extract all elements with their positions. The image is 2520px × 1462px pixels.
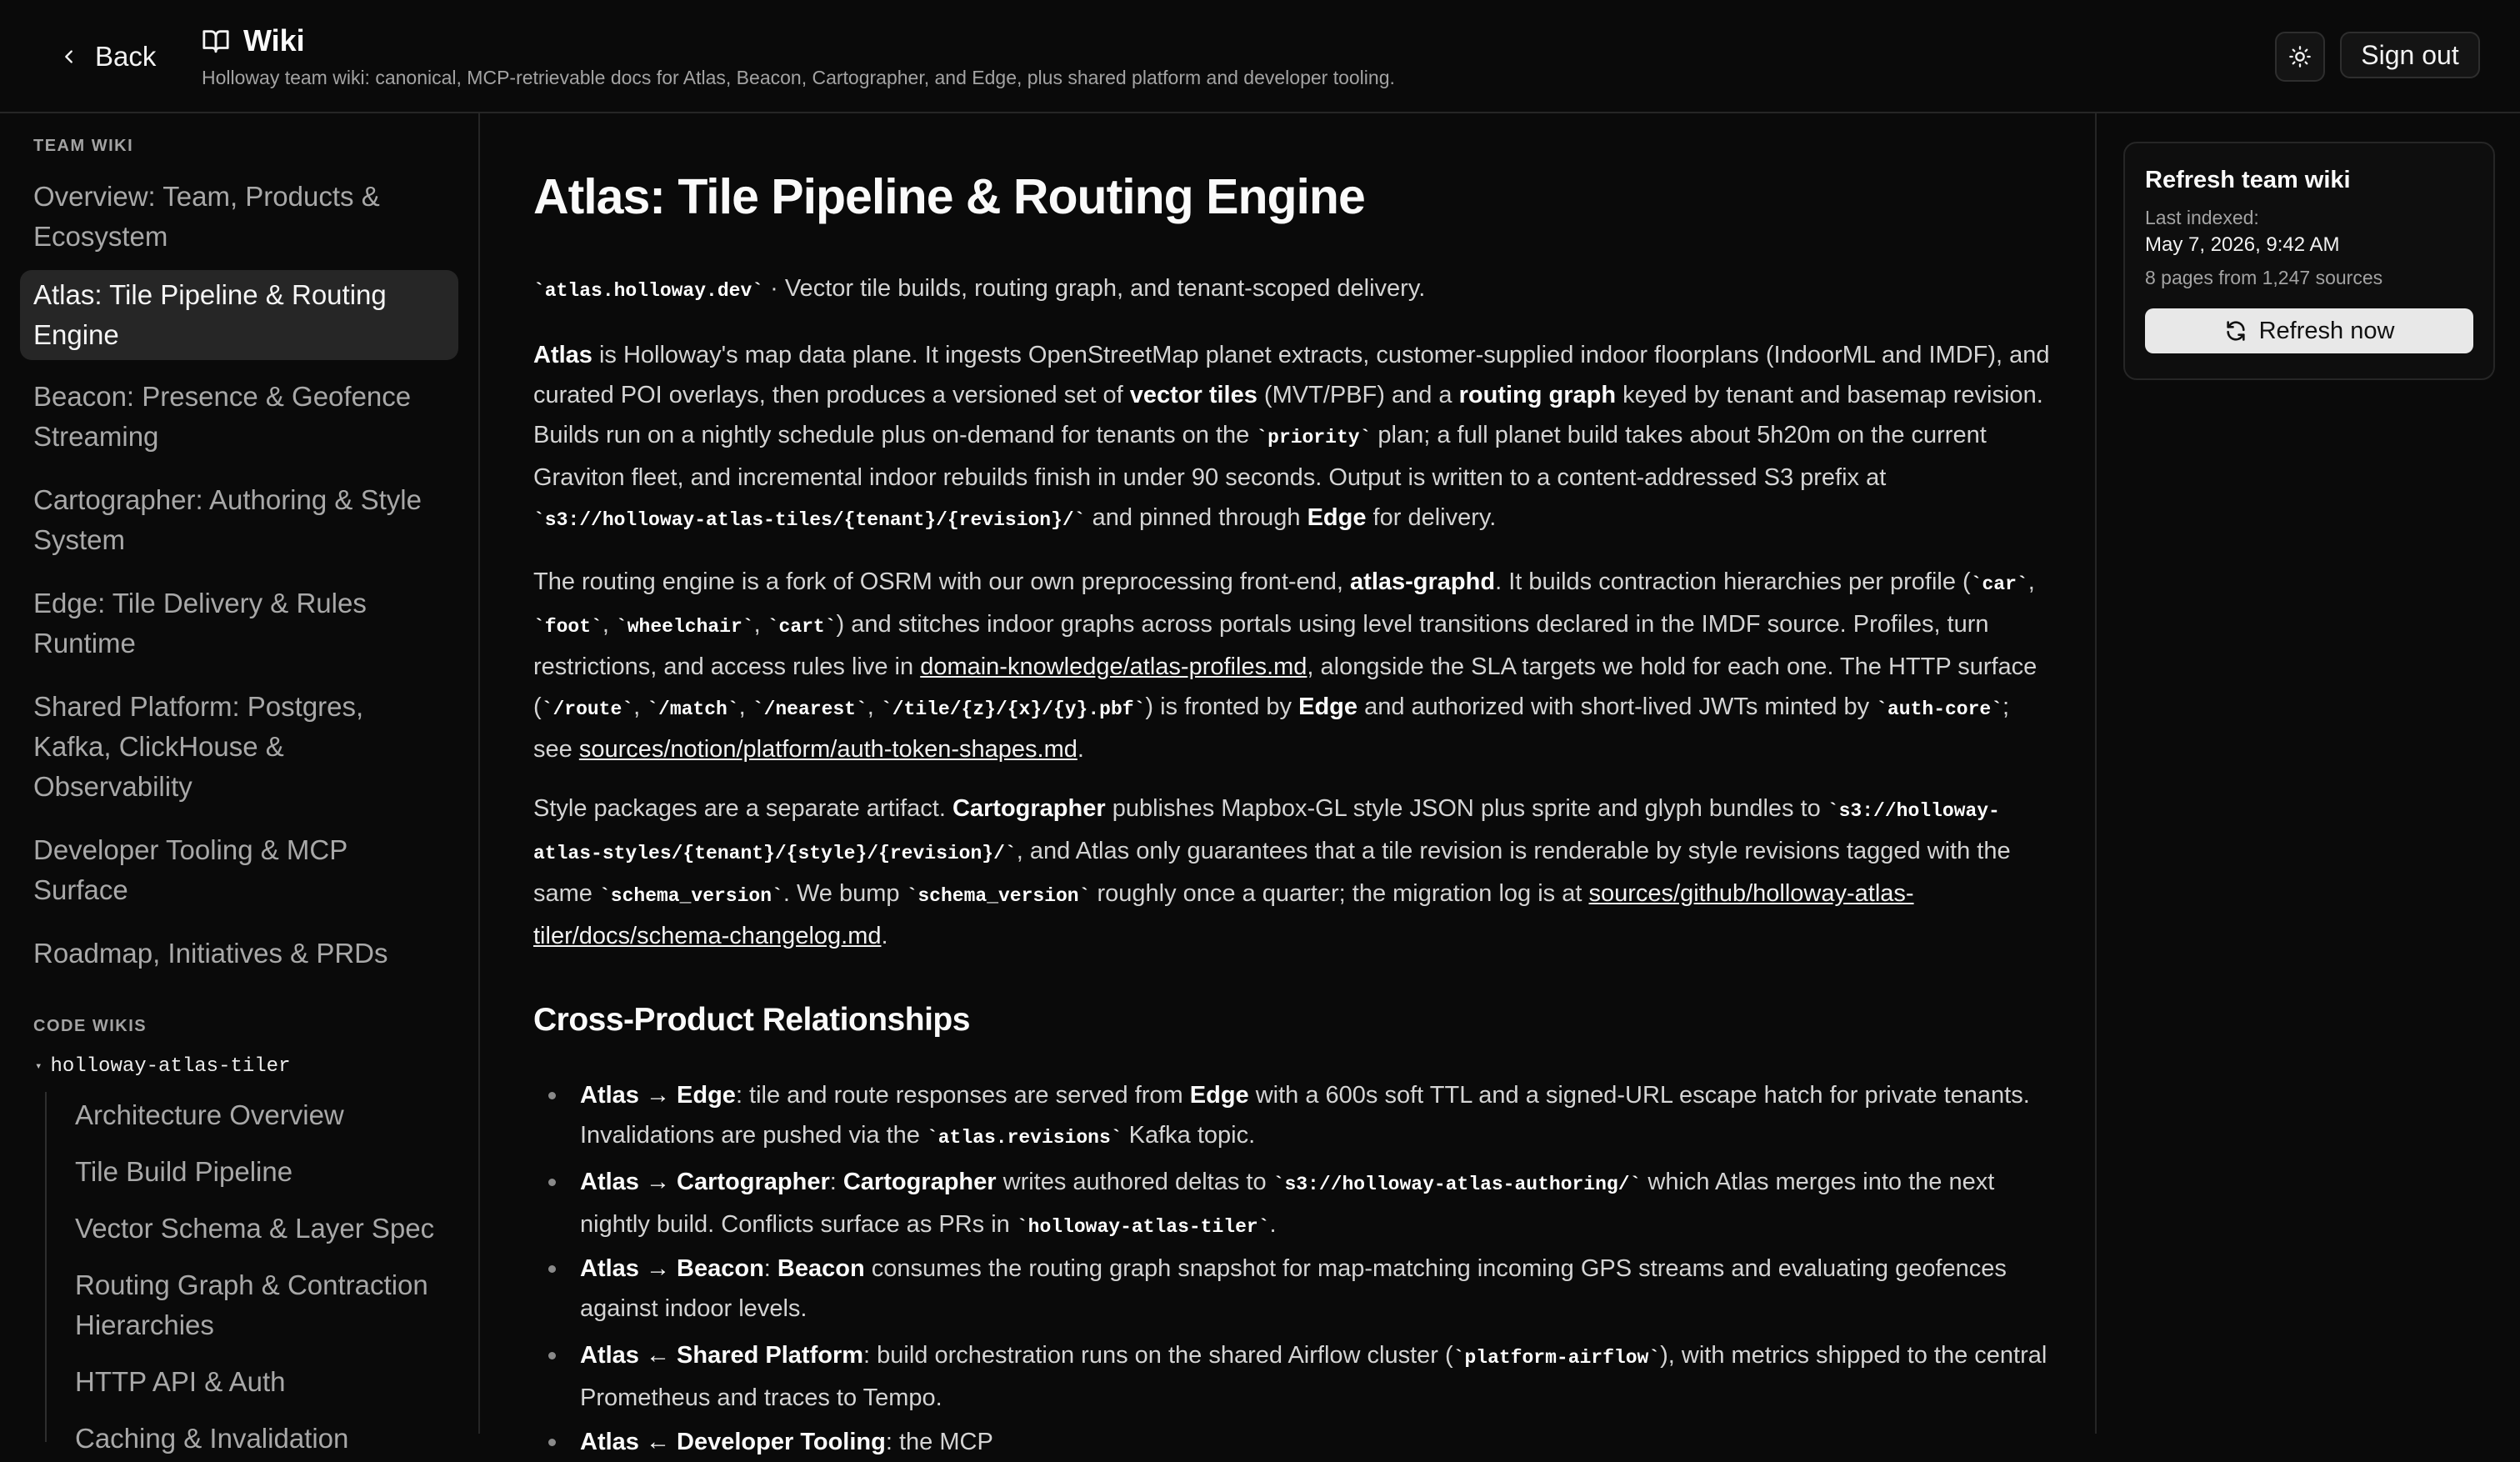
bold-text: Edge	[1307, 504, 1367, 531]
inline-code: `s3://holloway-atlas-tiles/{tenant}/{revision}/`	[533, 509, 1086, 531]
last-indexed-value: May 7, 2026, 9:42 AM	[2145, 233, 2340, 256]
repo-item-vector-schema[interactable]: Vector Schema & Layer Spec	[75, 1213, 435, 1244]
inline-code: `s3://holloway-atlas-authoring/`	[1272, 1174, 1642, 1195]
caret-down-icon: ▾	[35, 1060, 42, 1074]
repo-item-http-api[interactable]: HTTP API & Auth	[75, 1366, 286, 1397]
text: roughly once a quarter; the migration log is at	[1090, 880, 1589, 907]
sidebar-item-beacon[interactable]: Beacon: Presence & Geofence Streaming	[33, 381, 412, 452]
text: ), with metrics shipped to the central Prometheus and traces to Tempo.	[580, 1342, 2048, 1411]
text: : tile and route responses are served from	[735, 1082, 1190, 1109]
bold-text: Atlas → Cartographer	[580, 1169, 830, 1195]
refresh-cw-icon	[2224, 319, 2248, 343]
repo-item-tile-build[interactable]: Tile Build Pipeline	[75, 1156, 293, 1187]
source-count: 8 pages from 1,247 sources	[2145, 267, 2383, 288]
text: is Holloway's map data plane. It ingests OpenStreetMap planet extracts, customer-supplied indoor floorplans (IndoorML and IMDF), and curated POI overlays, then produces a versioned set of	[533, 342, 2050, 408]
text: :	[763, 1255, 778, 1282]
page-title: Wiki	[243, 23, 305, 58]
sidebar-item-cartographer[interactable]: Cartographer: Authoring & Style System	[33, 484, 422, 555]
bold-text: Atlas	[533, 342, 592, 368]
paragraph-overview	[533, 335, 2050, 540]
refresh-card-title: Refresh team wiki	[2145, 167, 2351, 193]
main-content	[480, 113, 2095, 1455]
text: :	[829, 1169, 843, 1195]
text: .	[1077, 736, 1084, 763]
text: (MVT/PBF) and a	[1257, 382, 1459, 408]
text: ,	[867, 693, 881, 720]
link-schema-changelog[interactable]: sources/github/holloway-atlas-tiler/docs/schema-changelog.md	[533, 880, 1914, 949]
repo-item-architecture[interactable]: Architecture Overview	[75, 1099, 344, 1130]
bold-text: routing graph	[1458, 382, 1617, 408]
wiki-title-row	[202, 23, 305, 58]
bold-text: Cartographer	[842, 1169, 997, 1195]
sign-out-button[interactable]: Sign out	[2340, 32, 2480, 78]
text: Kafka topic.	[1122, 1122, 1256, 1149]
sidebar-item-roadmap[interactable]: Roadmap, Initiatives & PRDs	[33, 938, 388, 969]
inline-code: `foot`	[533, 616, 602, 638]
text: The routing engine is a fork of OSRM with our own preprocessing front-end,	[533, 568, 1351, 595]
last-indexed-label: Last indexed:	[2145, 207, 2259, 228]
inline-code: `schema_version`	[906, 885, 1091, 907]
bold-text: Atlas ← Developer Tooling	[580, 1429, 886, 1455]
bold-text: Atlas ← Shared Platform	[580, 1342, 864, 1369]
repo-name: holloway-atlas-tiler	[50, 1055, 291, 1078]
repo-item-routing-graph[interactable]: Routing Graph & Contraction Hierarchies	[75, 1269, 428, 1340]
chevron-left-icon	[60, 48, 78, 66]
inline-code: `cart`	[767, 616, 837, 638]
inline-code: `s3://holloway-atlas-styles/{tenant}/{style}/{revision}/`	[533, 800, 2000, 864]
inline-code: `holloway-atlas-tiler`	[1016, 1216, 1270, 1238]
text: .	[881, 923, 888, 949]
list-item	[580, 1335, 2063, 1418]
text: consumes the routing graph snapshot for map-matching incoming GPS streams and evaluating geofences against indoor levels.	[580, 1255, 2007, 1322]
refresh-card	[2123, 142, 2495, 380]
inline-code: `/route`	[541, 698, 634, 720]
text: and pinned through	[1085, 504, 1308, 531]
inline-code: `/nearest`	[752, 698, 868, 720]
right-panel	[2095, 113, 2520, 1434]
text: , and Atlas only guarantees that a tile revision is renderable by style revisions tagged with the same	[533, 838, 2011, 907]
text: . We bump	[782, 880, 907, 907]
paragraph-styles	[533, 789, 2050, 956]
text: .	[1269, 1211, 1277, 1238]
text: ) is fronted by	[1145, 693, 1299, 720]
text: ,	[633, 693, 648, 720]
theme-toggle-button[interactable]	[2275, 32, 2325, 82]
repo-item-caching[interactable]: Caching & Invalidation	[75, 1423, 349, 1454]
inline-code: `wheelchair`	[615, 616, 754, 638]
sidebar	[0, 113, 480, 1454]
text: ,	[738, 693, 752, 720]
section-heading: Cross-Product Relationships	[533, 1002, 970, 1038]
text: . It builds contraction hierarchies per profile (	[1495, 568, 1971, 595]
inline-code: `/match`	[647, 698, 739, 720]
team-wiki-section-label: TEAM WIKI	[33, 137, 134, 155]
text: ) and stitches indoor graphs across portals using level transitions declared in the IMDF source. Profiles, turn restrictions, and access rules live in	[533, 611, 1989, 680]
text: keyed by tenant and basemap revision. Builds run on a nightly schedule plus on-demand for tenants on the	[533, 382, 2043, 448]
bold-text: Atlas → Edge	[580, 1082, 736, 1109]
text: which Atlas merges into the next nightly build. Conflicts surface as PRs in	[580, 1169, 1995, 1238]
text: with a 600s soft TTL and a signed-URL escape hatch for private tenants. Invalidations are pushed via the	[580, 1082, 2030, 1149]
text: plan; a full planet build takes about 5h20m on the current Graviton fleet, and incremental indoor rebuilds finish in under 90 seconds. Output is written to a content-addressed S3 prefix at	[533, 422, 1987, 491]
link-atlas-profiles[interactable]: domain-knowledge/atlas-profiles.md	[920, 653, 1308, 680]
text: ,	[753, 611, 768, 638]
sidebar-item-overview[interactable]: Overview: Team, Products & Ecosystem	[33, 181, 380, 252]
back-button[interactable]	[60, 37, 156, 77]
bold-text: Cartographer	[952, 795, 1106, 822]
paragraph-routing	[533, 562, 2050, 769]
text: Style packages are a separate artifact.	[533, 795, 952, 822]
text: , alongside the SLA targets we hold for each one. The HTTP surface (	[533, 653, 2038, 720]
link-auth-token-shapes[interactable]: sources/notion/platform/auth-token-shapes.md	[578, 736, 1078, 763]
inline-code: `/tile/{z}/{x}/{y}.pbf`	[880, 698, 1146, 720]
refresh-now-label: Refresh now	[2258, 317, 2395, 344]
sidebar-item-edge[interactable]: Edge: Tile Delivery & Rules Runtime	[33, 588, 367, 658]
text: writes authored deltas to	[996, 1169, 1273, 1195]
inline-code: `auth-core`	[1876, 698, 2003, 720]
inline-code: `car`	[1970, 573, 2028, 595]
inline-code: `atlas.revisions`	[926, 1127, 1122, 1149]
inline-code: `atlas.holloway.dev`	[533, 280, 764, 302]
tree-guide-line	[45, 1092, 47, 1442]
article-title: Atlas: Tile Pipeline & Routing Engine	[533, 169, 1365, 224]
back-label: Back	[95, 41, 157, 72]
list-item	[580, 1422, 2063, 1462]
text: · Vector tile builds, routing graph, and tenant-scoped delivery.	[763, 275, 1426, 302]
text: ,	[602, 611, 616, 638]
list-item	[580, 1249, 2063, 1329]
sidebar-item-atlas[interactable]: Atlas: Tile Pipeline & Routing Engine	[20, 270, 458, 360]
text: publishes Mapbox-GL style JSON plus sprite and glyph bundles to	[1105, 795, 1828, 822]
bold-text: atlas-graphd	[1350, 568, 1496, 595]
list-item	[580, 1162, 2063, 1247]
book-open-icon	[202, 27, 230, 55]
bold-text: vector tiles	[1129, 382, 1258, 408]
sidebar-item-developer-tooling[interactable]: Developer Tooling & MCP Surface	[33, 834, 348, 905]
bold-text: Edge	[1298, 693, 1358, 720]
text: and authorized with short-lived JWTs minted by	[1358, 693, 1877, 720]
inline-code: `schema_version`	[598, 885, 783, 907]
refresh-now-button[interactable]	[2145, 308, 2473, 353]
bold-text: Edge	[1189, 1082, 1249, 1109]
bold-text: Atlas → Beacon	[580, 1255, 764, 1282]
text: for delivery.	[1366, 504, 1497, 531]
intro-line	[533, 268, 2050, 311]
wiki-subtitle: Holloway team wiki: canonical, MCP-retrievable docs for Atlas, Beacon, Cartographer, and Edge, plus shared platform and developer tooling.	[202, 67, 1395, 88]
bold-text: Beacon	[777, 1255, 865, 1282]
sidebar-item-shared-platform[interactable]: Shared Platform: Postgres, Kafka, ClickHouse & Observability	[33, 691, 364, 802]
text: ; see	[533, 693, 2010, 763]
top-header	[0, 0, 2520, 113]
inline-code: `priority`	[1256, 427, 1372, 448]
list-item	[580, 1075, 2063, 1158]
sun-icon	[2288, 45, 2312, 68]
text: : the MCP	[885, 1429, 993, 1455]
text: : build orchestration runs on the shared Airflow cluster (	[863, 1342, 1453, 1369]
code-wikis-section-label: CODE WIKIS	[33, 1017, 148, 1035]
text: ,	[2028, 568, 2035, 595]
inline-code: `platform-airflow`	[1452, 1347, 1661, 1369]
repo-tree-toggle[interactable]	[35, 1055, 290, 1078]
